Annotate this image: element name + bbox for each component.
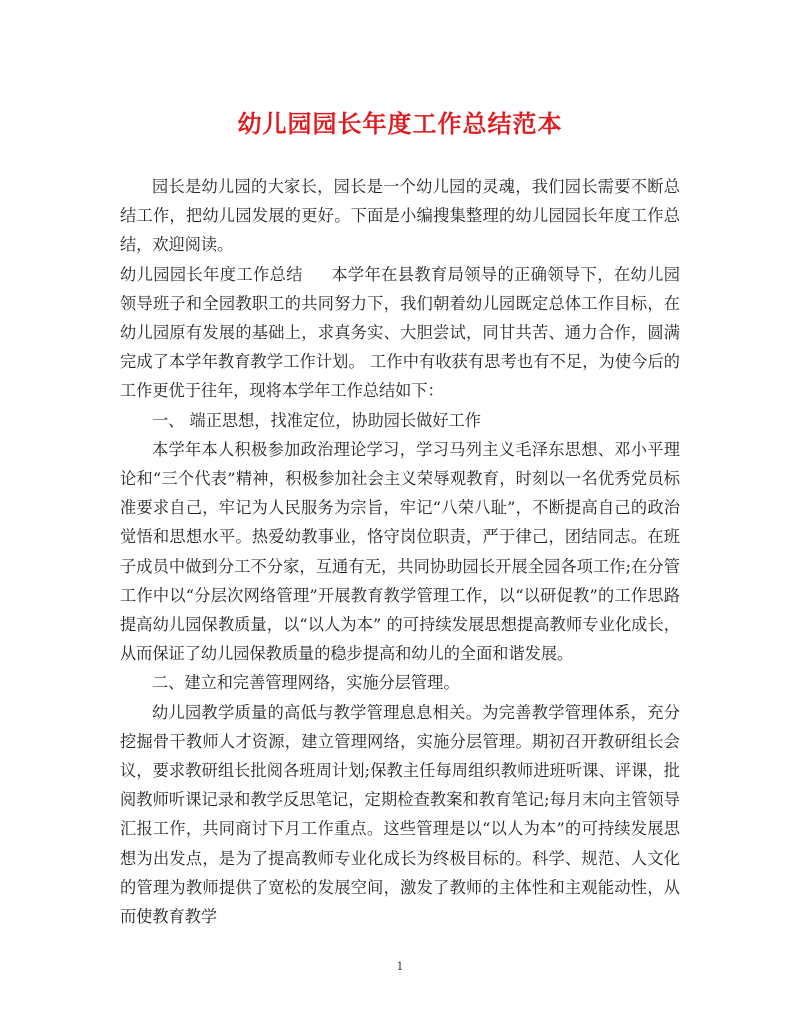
document-body: [120, 172, 680, 931]
overview-text: 本学年在县教育局领导的正确领导下，在幼儿园领导班子和全园教职工的共同努力下，我们朝着幼儿园既定总体工作目标，在幼儿园原有发展的基础上，求真务实、大胆尝试，同甘共苦、通力合作，圆满完成了本学年教育教学工作计划。 工作中有收获有思考也有不足，为使今后的工作更优于往年，现将本学年工作总结如下：: [120, 264, 680, 401]
section-1-heading: 一、 端正思想，找准定位，协助园长做好工作: [152, 410, 481, 430]
overview-paragraph: [120, 260, 680, 406]
summary-subtitle: 幼儿园园长年度工作总结: [120, 264, 303, 284]
section-2-paragraph: 幼儿园教学质量的高低与教学管理息息相关。为完善教学管理体系，充分挖掘骨干教师人才资源，建立管理网络，实施分层管理。期初召开教研组长会议，要求教研组长批阅各班周计划;保教主任每周组织教师进班听课、评课，批阅教师听课记录和教学反思笔记，定期检查教案和教育笔记;每月末向主管领导汇报工作，共同商讨下月工作重点。这些管理是以“以人为本”的可持续发展思想为出发点，是为了提高教师专业化成长为终极目标的。科学、规范、人文化的管理为教师提供了宽松的发展空间，激发了教师的主体性和主观能动性，从而使教育教学: [120, 702, 680, 927]
page-number: 1: [396, 960, 404, 973]
section-1-paragraph: 本学年本人积极参加政治理论学习，学习马列主义毛泽东思想、邓小平理论和“三个代表”精神，积极参加社会主义荣辱观教育，时刻以一名优秀党员标准要求自己，牢记为人民服务为宗旨，牢记“八荣八耻”，不断提高自己的政治觉悟和思想水平。热爱幼教事业，恪守岗位职责，严于律己，团结同志。在班子成员中做到分工不分家，互通有无，共同协助园长开展全园各项工作;在分管工作中以“分层次网络管理”开展教育教学管理工作，以“以研促教”的工作思路提高幼儿园保教质量，以“以人为本” 的可持续发展思想提高教师专业化成长，从而保证了幼儿园保教质量的稳步提高和幼儿的全面和谐发展。: [120, 439, 680, 664]
document-title: 幼儿园园长年度工作总结范本: [237, 109, 563, 138]
section-2-heading: 二、建立和完善管理网络，实施分层管理。: [152, 673, 460, 693]
intro-paragraph: 园长是幼儿园的大家长，园长是一个幼儿园的灵魂，我们园长需要不断总结工作，把幼儿园发展的更好。下面是小编搜集整理的幼儿园园长年度工作总结，欢迎阅读。: [120, 177, 680, 255]
